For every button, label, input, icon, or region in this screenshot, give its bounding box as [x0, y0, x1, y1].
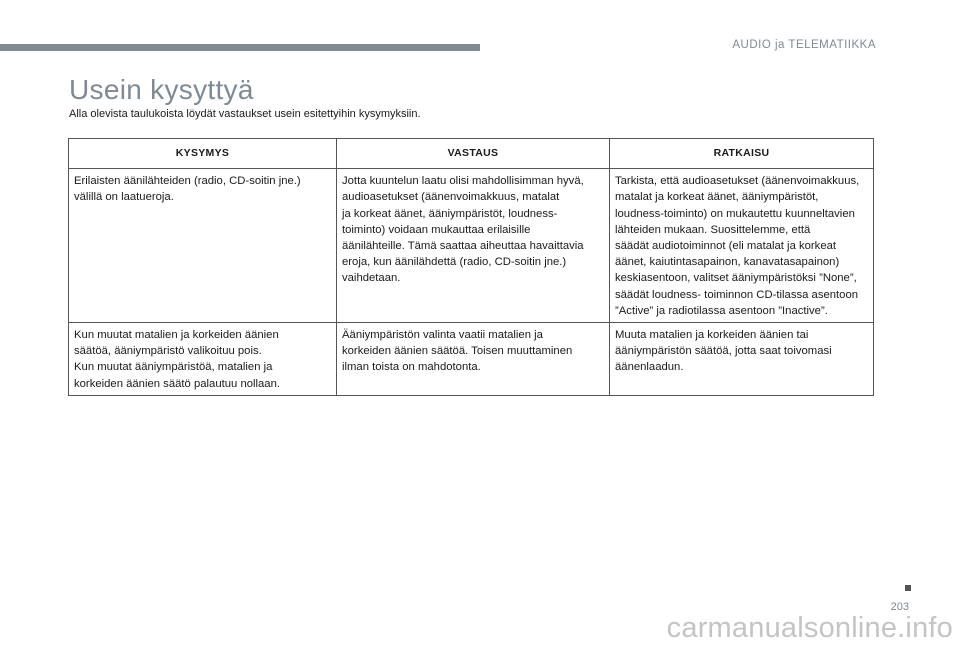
- faq-table: [68, 138, 874, 396]
- solution-cell: Tarkista, että audioasetukset (äänenvoimakkuus, matalat ja korkeat äänet, ääniympäristöt, loudness-toiminto) on mukautettu kuunneltavien lähteiden mukaan. Suosittelemme, että säädät audiotoiminnot (eli matalat ja korkeat äänet, kaiutintasapainon, kanavatasapainon) keskiasentoon, valitset ääniympäristöksi ”None”, säädät loudness- toiminnon CD-tilassa asentoon ”Active” ja radiotilassa asentoon ”Inactive”.: [610, 169, 874, 323]
- table-header-row: [69, 139, 874, 169]
- column-header-answer: VASTAUS: [337, 139, 610, 169]
- page-title: Usein kysyttyä: [69, 74, 254, 105]
- table-row: [69, 169, 874, 323]
- table-row: [69, 323, 874, 396]
- page-marker-dot: [905, 585, 911, 591]
- question-cell: Kun muutat matalien ja korkeiden äänien säätöä, ääniympäristö valikoituu pois. Kun muutat ääniympäristöä, matalien ja korkeiden äänien säätö palautuu nollaan.: [69, 323, 337, 396]
- page-subtitle: Alla olevista taulukoista löydät vastaukset usein esitettyihin kysymyksiin.: [69, 108, 421, 120]
- answer-cell: Ääniympäristön valinta vaatii matalien ja korkeiden äänien säätöä. Toisen muuttaminen ilman toista on mahdotonta.: [337, 323, 610, 396]
- column-header-solution: RATKAISU: [610, 139, 874, 169]
- answer-cell: Jotta kuuntelun laatu olisi mahdollisimman hyvä, audioasetukset (äänenvoimakkuus, matalat ja korkeat äänet, ääniympäristöt, loudness- toiminto) voidaan mukauttaa erilaisille äänilähteille. Tämä saattaa aiheuttaa havaittavia eroja, kun äänilähdettä (radio, CD-soitin jne.) vaihdetaan.: [337, 169, 610, 323]
- column-header-question: KYSYMYS: [69, 139, 337, 169]
- question-cell: Erilaisten äänilähteiden (radio, CD-soitin jne.) välillä on laatueroja.: [69, 169, 337, 323]
- page-number: 203: [890, 601, 909, 613]
- header-accent-bar: [0, 44, 480, 51]
- section-label: AUDIO ja TELEMATIIKKA: [732, 39, 876, 51]
- solution-cell: Muuta matalien ja korkeiden äänien tai ääniympäristön säätöä, jotta saat toivomasi äänenlaadun.: [610, 323, 874, 396]
- watermark: carmanualsonline.info: [666, 612, 953, 644]
